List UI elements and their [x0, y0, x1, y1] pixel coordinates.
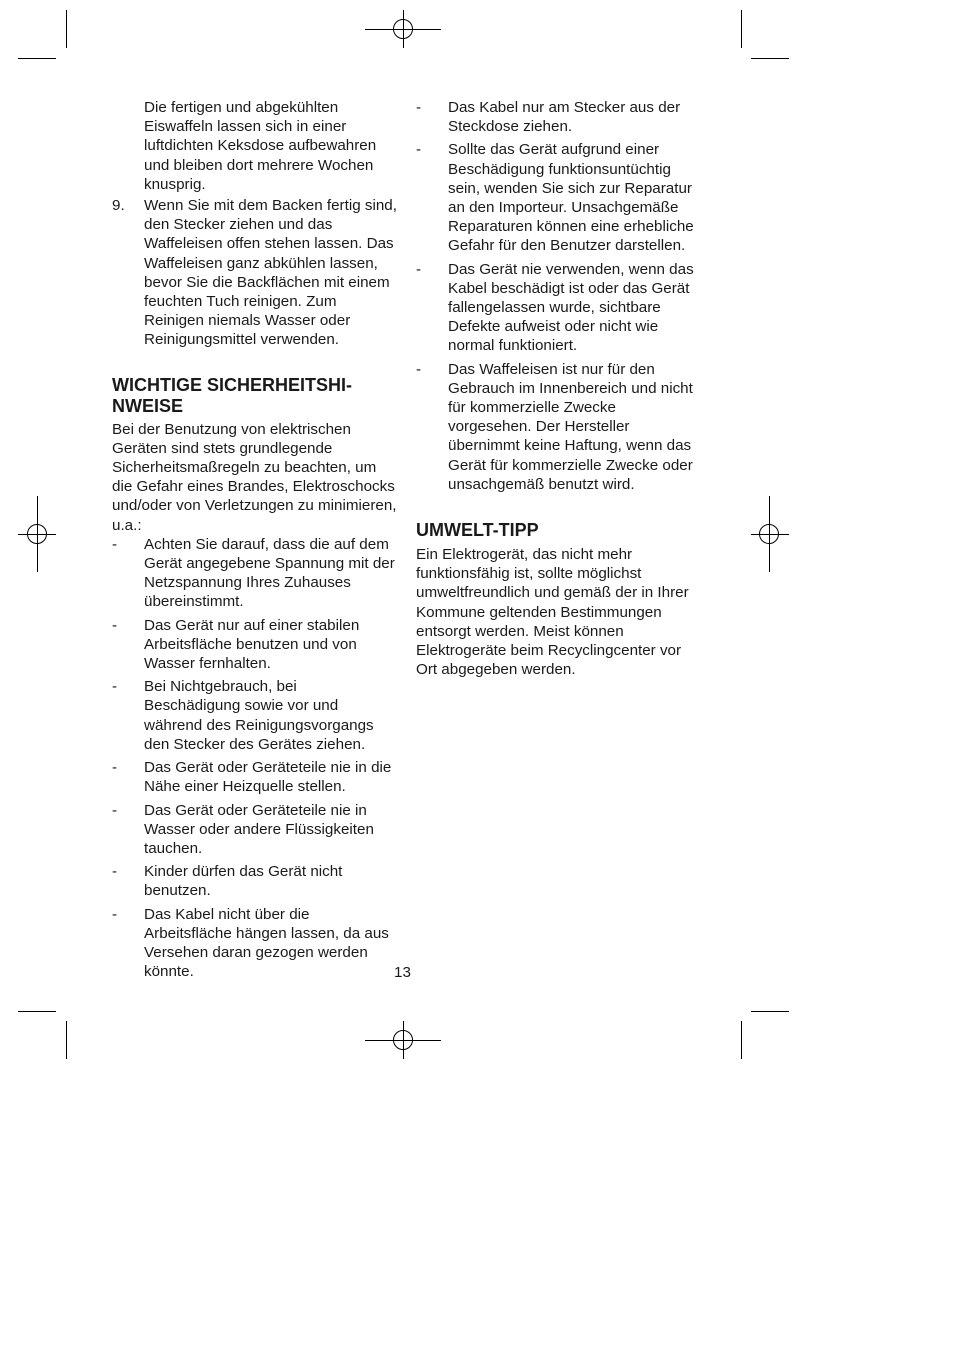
bullet-marker: -	[112, 905, 118, 923]
crop-mark	[18, 1011, 56, 1012]
environment-text: Ein Elektrogerät, das nicht mehr funktionsfähig ist, sollte möglichst umweltfreundlich und gemäß der in Ihrer Kommune geltenden Bestimmungen entsorgt werden. Meist können Elektrogeräte beim Recyclingcenter vor Ort abgegeben werden.	[416, 546, 689, 679]
crop-mark	[751, 1011, 789, 1012]
bullet-marker: -	[416, 99, 422, 116]
bullet-marker: -	[112, 678, 118, 696]
left-column	[112, 98, 397, 985]
safety-heading: WICHTIGE SICHERHEITSHI- NWEISE	[112, 374, 353, 416]
safety-list-right	[416, 98, 701, 494]
list-item: - Das Kabel nur am Stecker aus der Steckdose ziehen.	[416, 99, 681, 136]
step-number: 9.	[112, 197, 125, 215]
bullet-marker: -	[112, 759, 118, 777]
list-item: - Das Gerät nie verwenden, wenn das Kabel beschädigt ist oder das Gerät fallengelassen wurde, sichtbare Defekte aufweist oder nicht wie normal funktioniert.	[416, 260, 694, 355]
crop-mark	[741, 10, 742, 48]
bullet-marker: -	[112, 616, 118, 634]
list-item: - Das Waffeleisen ist nur für den Gebrauch im Innenbereich und nicht für kommerzielle Zwecke vorgesehen. Der Hersteller übernimmt keine Haftung, wenn das Gerät für kommerzielle Zwecke oder unsachgemäß benutzt wird.	[416, 360, 693, 493]
bullet-marker: -	[416, 260, 422, 278]
list-item: - Sollte das Gerät aufgrund einer Beschädigung funktionsuntüchtig sein, wenden Sie sich zur Reparatur an den Importeur. Unsachgemäße Reparaturen können eine erhebliche Gefahr für den Benutzer darstellen.	[416, 141, 694, 255]
environment-heading: UMWELT-TIPP	[416, 520, 539, 541]
crop-mark	[66, 10, 67, 48]
numbered-step-9	[112, 196, 397, 350]
crop-mark	[18, 58, 56, 59]
list-item: - Achten Sie darauf, dass die auf dem Gerät angegebene Spannung mit der Netzspannung Ihres Zuhauses übereinstimmt.	[112, 535, 395, 611]
step-text: Wenn Sie mit dem Backen fertig sind, den Stecker ziehen und das Waffeleisen offen stehen lassen. Das Waffeleisen ganz abkühlen lassen, bevor Sie die Backflächen mit einem feuchten Tuch reinigen. Zum Reinigen niemals Wasser oder Reinigungsmittel verwenden.	[144, 197, 397, 349]
bullet-marker: -	[112, 863, 118, 881]
safety-intro: Bei der Benutzung von elektrischen Geräten sind stets grundlegende Sicherheitsmaßregeln zu beachten, um die Gefahr eines Brandes, Elektroschocks und/oder von Verletzungen zu minimieren, u.a.:	[112, 420, 397, 534]
bullet-marker: -	[416, 360, 422, 378]
bullet-marker: -	[112, 535, 118, 553]
list-item: - Das Kabel nicht über die Arbeitsfläche hängen lassen, da aus Versehen daran gezogen werden könnte.	[112, 905, 389, 981]
list-item: - Kinder dürfen das Gerät nicht benutzen.	[112, 863, 343, 900]
crop-mark	[741, 1021, 742, 1059]
bullet-marker: -	[416, 141, 422, 159]
list-item: - Das Gerät oder Geräteteile nie in Wasser oder andere Flüssigkeiten tauchen.	[112, 801, 374, 857]
list-item: - Das Gerät oder Geräteteile nie in die Nähe einer Heizquelle stellen.	[112, 759, 392, 796]
right-column	[416, 98, 701, 679]
crop-mark	[66, 1021, 67, 1059]
crop-mark	[751, 58, 789, 59]
safety-list-left	[112, 535, 397, 981]
bullet-marker: -	[112, 801, 118, 819]
page-number: 13	[394, 964, 411, 981]
list-item: - Das Gerät nur auf einer stabilen Arbeitsfläche benutzen und von Wasser fernhalten.	[112, 616, 360, 673]
list-item: - Bei Nichtgebrauch, bei Beschädigung sowie vor und während des Reinigungsvorgangs den Stecker des Gerätes ziehen.	[112, 678, 374, 753]
intro-paragraph: Die fertigen und abgekühlten Eiswaffeln lassen sich in einer luftdichten Keksdose aufbewahren und bleiben dort mehrere Wochen knusprig.	[144, 99, 377, 193]
